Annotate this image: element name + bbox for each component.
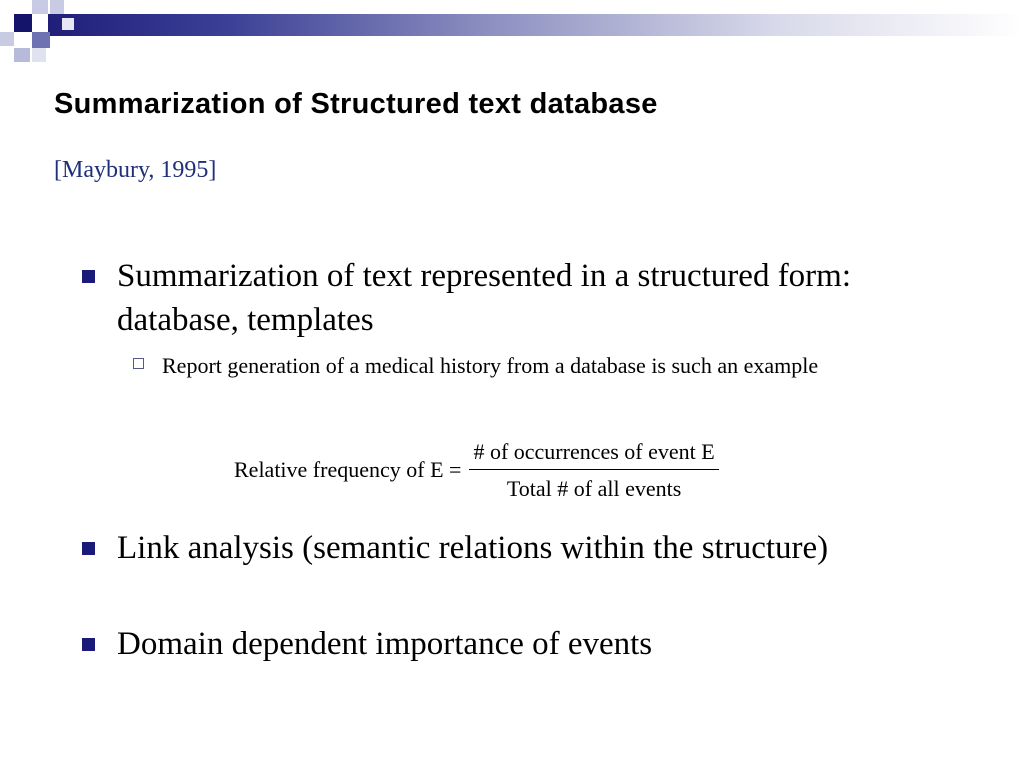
formula: [234, 437, 719, 503]
sub-bullet-text: Report generation of a medical history from a database is such an example: [162, 353, 819, 378]
header-gradient-bar: [48, 14, 1024, 36]
bullet-item: [80, 622, 960, 666]
bullet-text: Link analysis (semantic relations within the structure): [117, 530, 829, 566]
square-bullet-icon: [82, 638, 95, 651]
decor-square: [50, 0, 64, 14]
square-bullet-icon: [82, 542, 95, 555]
hollow-square-bullet-icon: [133, 358, 144, 369]
formula-equals: =: [449, 457, 462, 482]
formula-lhs-text: Relative frequency of E: [234, 457, 444, 482]
slide-subtitle: [Maybury, 1995]: [54, 157, 217, 183]
bullet-item: [80, 254, 960, 342]
slide-title: Summarization of Structured text database: [54, 88, 658, 120]
formula-fraction: [469, 439, 718, 502]
decor-square: [14, 14, 32, 32]
bullet-text: Summarization of text represented in a structured form: database, templates: [117, 258, 852, 338]
formula-numerator: # of occurrences of event E: [469, 439, 718, 470]
bullet-text: Domain dependent importance of events: [117, 626, 653, 662]
decor-square: [32, 32, 50, 48]
sub-bullet-item: [132, 350, 912, 381]
formula-denominator: Total # of all events: [506, 475, 682, 501]
square-bullet-icon: [82, 270, 95, 283]
bullet-item: [80, 526, 960, 570]
formula-lhs: [234, 457, 461, 483]
decor-square: [14, 48, 30, 62]
decor-square: [32, 48, 46, 62]
decor-square: [62, 18, 74, 30]
decor-square: [32, 0, 48, 14]
decor-square: [0, 32, 14, 46]
